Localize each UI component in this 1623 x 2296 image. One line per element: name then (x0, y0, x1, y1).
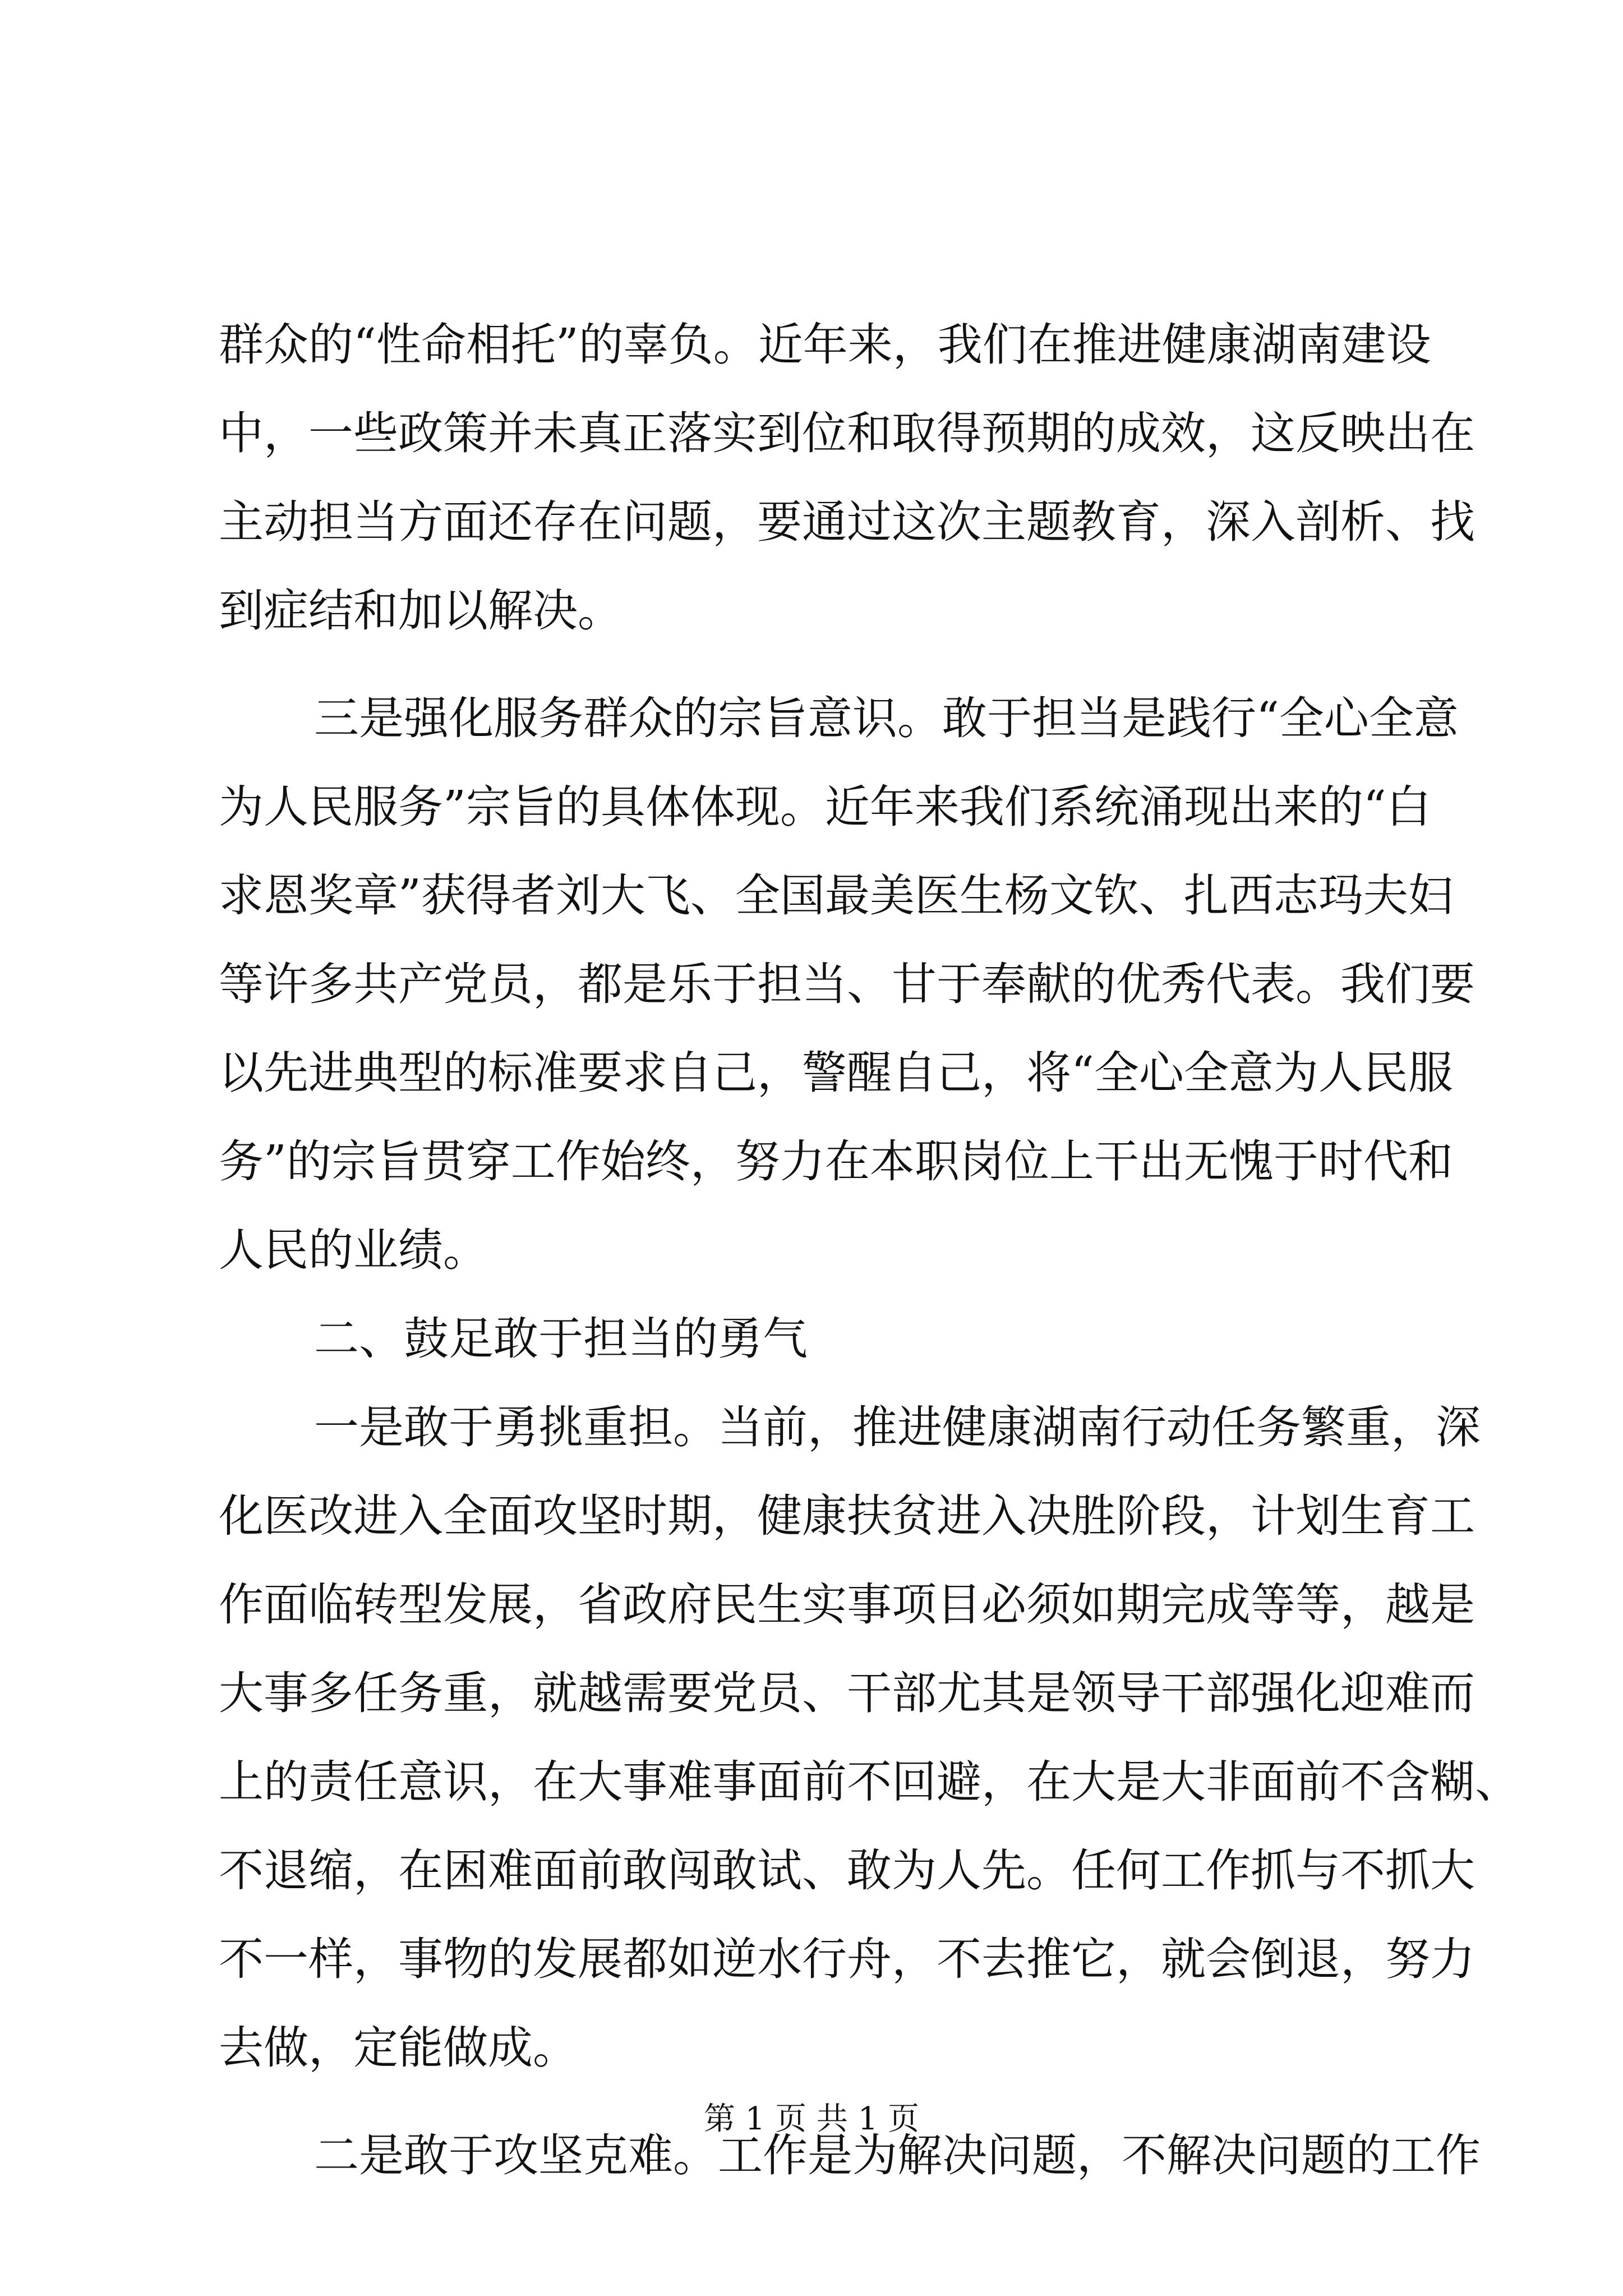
text-line: 作面临转型发展，省政府民生实事项目必须如期完成等等，越是 (219, 1579, 1475, 1631)
text-line: 中，一些政策并未真正落实到位和取得预期的成效，这反映出在 (219, 407, 1475, 459)
text-line: 主动担当方面还存在问题，要通过这次主题教育，深入剖析、找 (219, 496, 1475, 548)
text-line: 大事多任务重，就越需要党员、干部尤其是领导干部强化迎难而 (219, 1667, 1475, 1719)
paragraph-continuation (219, 301, 1475, 655)
text-line: 群众的“性命相托”的辜负。近年来，我们在推进健康湖南建设 (219, 319, 1431, 371)
paragraph-take-on-burdens (219, 1383, 1520, 2092)
section-heading-text: 二、鼓足敢于担当的勇气 (314, 1313, 808, 1365)
text-line: 去做，定能做成。 (219, 2022, 578, 2074)
text-line: 一是敢于勇挑重担。当前，推进健康湖南行动任务繁重，深 (314, 1401, 1481, 1453)
page-footer (0, 2097, 1623, 2142)
text-line: 不一样，事物的发展都如逆水行舟，不去推它，就会倒退，努力 (219, 1933, 1475, 1985)
text-line: 不退缩，在困难面前敢闯敢试、敢为人先。任何工作抓与不抓大 (219, 1844, 1475, 1897)
document-body (219, 301, 1520, 2200)
text-line: 化医改进入全面攻坚时期，健康扶贫进入决胜阶段，计划生育工 (219, 1490, 1475, 1542)
text-line: 上的责任意识，在大事难事面前不回避，在大是大非面前不含糊、 (219, 1756, 1520, 1808)
text-line: 到症结和加以解决。 (219, 585, 623, 637)
section-heading (219, 1295, 1430, 1383)
text-line: 人民的业绩。 (219, 1224, 488, 1276)
text-line: 三是强化服务群众的宗旨意识。敢于担当是践行“全心全意 (314, 692, 1459, 744)
text-line: 二是敢于攻坚克难。工作是为解决问题，不解决问题的工作 (314, 2129, 1481, 2182)
text-line: 求恩奖章”获得者刘大飞、全国最美医生杨文钦、扎西志玛夫妇 (219, 869, 1453, 922)
paragraph-service-awareness (219, 674, 1475, 1295)
text-line: 等许多共产党员，都是乐于担当、甘于奉献的优秀代表。我们要 (219, 958, 1475, 1010)
text-line: 务”的宗旨贯穿工作始终，努力在本职岗位上干出无愧于时代和 (219, 1135, 1453, 1188)
page-number-label: 第 1 页 共 1 页 (703, 2101, 920, 2137)
text-line: 为人民服务”宗旨的具体体现。近年来我们系统涌现出来的“白 (219, 781, 1431, 833)
text-line: 以先进典型的标准要求自己，警醒自己，将“全心全意为人民服 (219, 1047, 1453, 1099)
